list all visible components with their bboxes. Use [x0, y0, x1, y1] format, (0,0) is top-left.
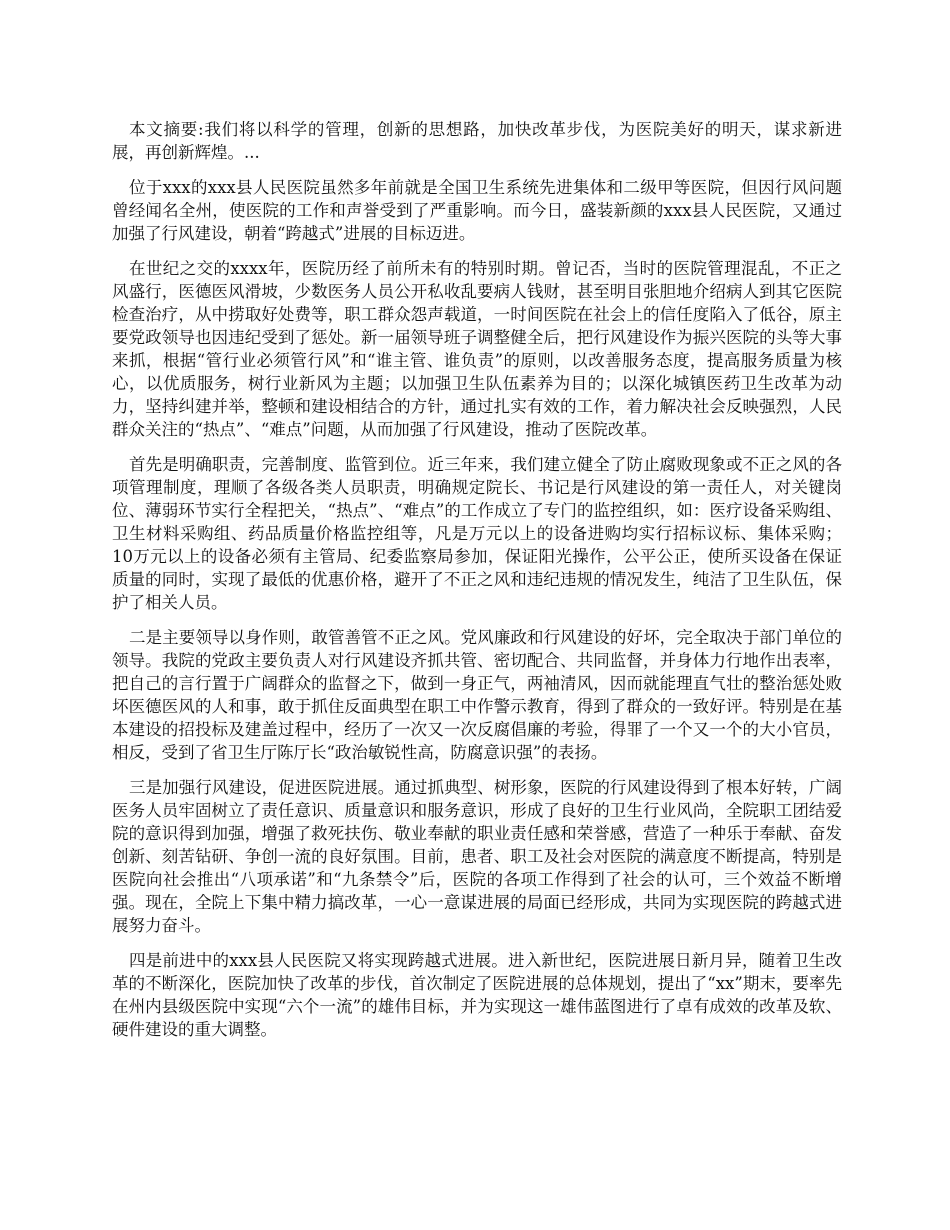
paragraph-point-one: 首先是明确职责，完善制度、监管到位。近三年来，我们建立健全了防止腐败现象或不正之风的各项管理制度，理顺了各级各类人员职责，明确规定院长、书记是行风建设的第一责任人，对关键岗位、薄弱环节实行全程把关，“热点”、“难点”的工作成立了专门的监控组织，如：医疗设备采购组、卫生材料采购组、药品质量价格监控组等，凡是万元以上的设备进购均实行招标议标、集体采购；10万元以上的设备必须有主管局、纪委监察局参加，保证阳光操作，公平公正，使所买设备在保证质量的同时，实现了最低的优惠价格，避开了不正之风和违纪违规的情况发生，纯洁了卫生队伍，保护了相关人员。 [112, 455, 842, 612]
document-body [112, 118, 842, 1053]
paragraph-point-four: 四是前进中的xxx县人民医院又将实现跨越式进展。进入新世纪，医院进展日新月异，随着卫生改革的不断深化，医院加快了改革的步伐，首次制定了医院进展的总体规划，提出了“xx”期末，要率先在州内县级医院中实现“六个一流”的雄伟目标，并为实现这一雄伟蓝图进行了卓有成效的改革及软、硬件建设的重大调整。 [112, 951, 842, 1039]
paragraph-abstract: 本文摘要:我们将以科学的管理，创新的思想路，加快改革步伐，为医院美好的明天，谋求新进展，再创新辉煌。... [112, 120, 842, 162]
paragraph-point-two: 二是主要领导以身作则，敢管善管不正之风。党风廉政和行风建设的好坏，完全取决于部门单位的领导。我院的党政主要负责人对行风建设齐抓共管、密切配合、共同监督，并身体力行地作出表率，把自己的言行置于广阔群众的监督之下，做到一身正气，两袖清风，因而就能理直气壮的整治惩处败坏医德医风的人和事，敢于抓住反面典型在职工中作警示教育，得到了群众的一致好评。特别是在基本建设的招投标及建盖过程中，经历了一次又一次反腐倡廉的考验，得罪了一个又一个的大小官员，相反，受到了省卫生厅陈厅长“政治敏锐性高，防腐意识强”的表扬。 [112, 628, 842, 762]
paragraph-history: 在世纪之交的xxxx年，医院历经了前所未有的特别时期。曾记否，当时的医院管理混乱，不正之风盛行，医德医风滑坡，少数医务人员公开私收乱要病人钱财，甚至明目张胆地介绍病人到其它医院检查治疗，从中捞取好处费等，职工群众怨声载道，一时间医院在社会上的信任度陷入了低谷，原主要党政领导也因违纪受到了惩处。新一届领导班子调整健全后，把行风建设作为振兴医院的头等大事来抓，根据“管行业必须管行风”和“谁主管、谁负责”的原则，以改善服务态度，提高服务质量为核心，以优质服务，树行业新风为主题；以加强卫生队伍素养为目的；以深化城镇医药卫生改革为动力，坚持纠建并举，整顿和建设相结合的方针，通过扎实有效的工作，着力解决社会反映强烈，人民群众关注的“热点”、“难点”问题，从而加强了行风建设，推动了医院改革。 [112, 259, 842, 439]
paragraph-point-three: 三是加强行风建设，促进医院进展。通过抓典型、树形象，医院的行风建设得到了根本好转，广阔医务人员牢固树立了责任意识、质量意识和服务意识，形成了良好的卫生行业风尚，全院职工团结爱院的意识得到加强，增强了救死扶伤、敬业奉献的职业责任感和荣誉感，营造了一种乐于奉献、奋发创新、刻苦钻研、争创一流的良好氛围。目前，患者、职工及社会对医院的满意度不断提高，特别是医院向社会推出“八项承诺”和“九条禁令”后，医院的各项工作得到了社会的认可，三个效益不断增强。现在，全院上下集中精力搞改革，一心一意谋进展的局面已经形成，共同为实现医院的跨越式进展努力奋斗。 [112, 778, 842, 935]
paragraph-intro: 位于xxx的xxx县人民医院虽然多年前就是全国卫生系统先进集体和二级甲等医院，但因行风问题曾经闻名全州，使医院的工作和声誉受到了严重影响。而今日，盛装新颜的xxx县人民医院，又通过加强了行风建设，朝着“跨越式”进展的目标迈进。 [112, 178, 842, 243]
